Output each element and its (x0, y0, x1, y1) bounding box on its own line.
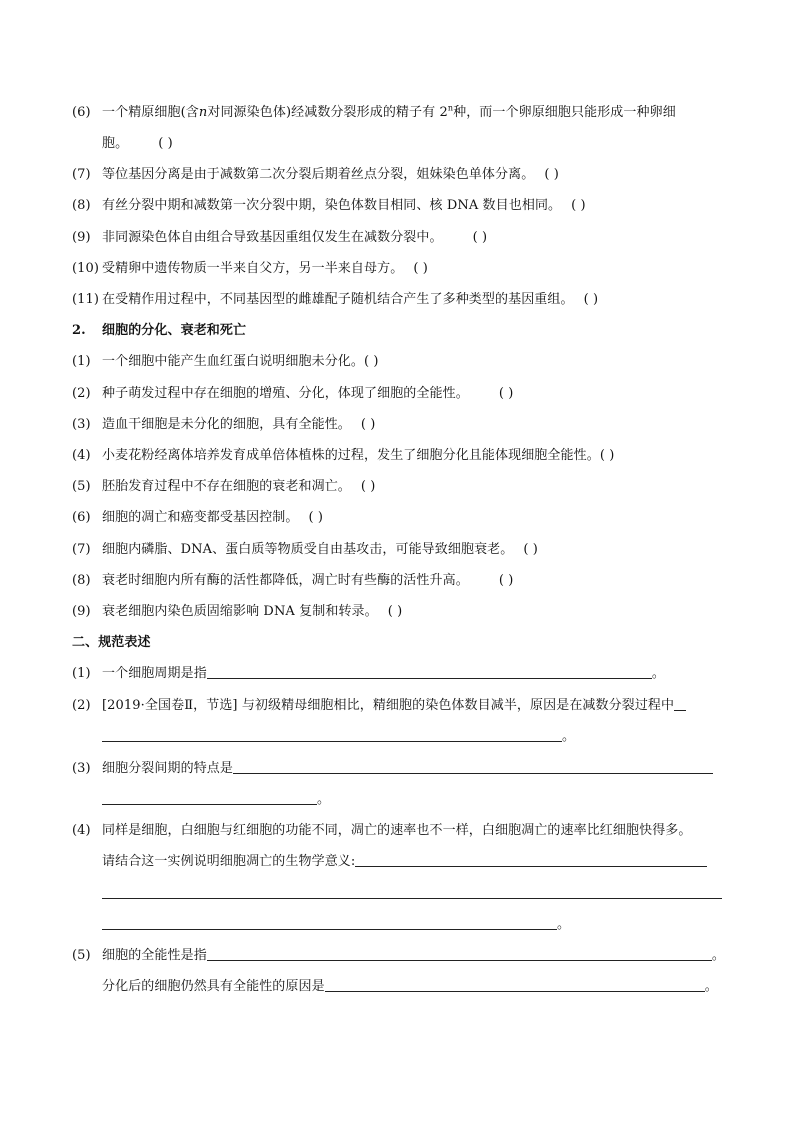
item-text: 细胞的凋亡和癌变都受基因控制。 (102, 510, 299, 525)
item-end: 。 (562, 729, 576, 744)
answer-blank[interactable] (355, 852, 707, 867)
answer-paren[interactable]: ( ) (498, 386, 514, 401)
item-number: (6) (72, 510, 91, 525)
item-end: 。 (317, 792, 331, 807)
answer-paren[interactable]: ( ) (571, 198, 586, 213)
item-end: 。 (557, 917, 571, 932)
judge2-item-3 (72, 415, 734, 435)
judge-item-9 (72, 228, 734, 248)
item-number: (4) (72, 448, 91, 463)
item-text: 一个精原细胞(含 (102, 105, 199, 120)
section-title: 二、规范表述 (72, 635, 151, 650)
answer-paren[interactable]: ( ) (498, 573, 514, 588)
item-text: 种，而一个卵原细胞只能形成一种卵细 (453, 105, 676, 120)
answer-blank[interactable] (102, 727, 562, 742)
judge2-item-5 (72, 477, 734, 497)
item-number: (7) (72, 542, 91, 557)
answer-blank[interactable] (207, 664, 652, 679)
item-text: 请结合这一实例说明细胞凋亡的生物学意义: (102, 854, 356, 869)
item-number: (3) (72, 761, 91, 776)
item-text: 胚胎发育过程中不存在细胞的衰老和凋亡。 (102, 479, 351, 494)
judge-item-8 (72, 196, 734, 216)
answer-blank[interactable] (674, 696, 686, 711)
answer-blank[interactable] (325, 977, 705, 992)
express-item-4-line2 (102, 884, 734, 904)
express-item-4 (72, 821, 734, 841)
answer-paren[interactable]: ( ) (387, 604, 403, 619)
judge-item-6 (72, 103, 734, 123)
express-item-2 (72, 696, 734, 716)
item-number: (6) (72, 105, 91, 120)
item-text: 小麦花粉经离体培养发育成单倍体植株的过程，发生了细胞分化且能体现细胞全能性。 (102, 448, 600, 463)
item-number: (10) (72, 261, 100, 276)
item-text: 一个细胞周期是指 (102, 666, 207, 681)
section-title: 细胞的分化、衰老和死亡 (102, 323, 247, 338)
item-number: (5) (72, 479, 91, 494)
answer-paren[interactable]: ( ) (158, 136, 173, 151)
judge-item-7 (72, 165, 734, 185)
item-number: (2) (72, 698, 91, 713)
item-text: 细胞的全能性是指 (102, 948, 207, 963)
section-heading-standard-expression (72, 633, 734, 653)
answer-paren[interactable]: ( ) (599, 448, 615, 463)
answer-paren[interactable]: ( ) (583, 292, 599, 307)
express-item-4-prompt (102, 852, 734, 872)
item-text: 胞。 (102, 136, 129, 151)
item-text: 非同源染色体自由组合导致基因重组仅发生在减数分裂中。 (102, 230, 443, 245)
answer-blank[interactable] (102, 915, 557, 930)
answer-blank[interactable] (102, 884, 722, 899)
item-number: (4) (72, 823, 91, 838)
judge2-item-2 (72, 384, 734, 404)
item-text: 一个细胞中能产生血红蛋白说明细胞未分化。 (102, 354, 365, 369)
item-number: (3) (72, 417, 91, 432)
item-text: 衰老时细胞内所有酶的活性都降低，凋亡时有些酶的活性升高。 (102, 573, 469, 588)
item-number: (7) (72, 167, 91, 182)
item-text: 细胞内磷脂、DNA、蛋白质等物质受自由基攻击，可能导致细胞衰老。 (102, 542, 514, 557)
answer-paren[interactable]: ( ) (413, 261, 428, 276)
item-text: 细胞分裂间期的特点是 (102, 761, 234, 776)
item-number: (9) (72, 604, 91, 619)
item-text: 造血干细胞是未分化的细胞，具有全能性。 (102, 417, 351, 432)
item-end: 。 (711, 948, 725, 963)
judge-item-10 (72, 259, 734, 279)
answer-paren[interactable]: ( ) (364, 354, 379, 369)
item-text: 分化后的细胞仍然具有全能性的原因是 (102, 979, 325, 994)
variable-n: n (198, 105, 208, 120)
judge2-item-1 (72, 352, 734, 372)
judge2-item-9 (72, 602, 734, 622)
express-item-5-second (102, 977, 734, 997)
item-number: (1) (72, 354, 91, 369)
answer-paren[interactable]: ( ) (360, 417, 376, 432)
item-text: 同样是细胞，白细胞与红细胞的功能不同，凋亡的速率也不一样，白细胞凋亡的速率比红细胞快得多。 (102, 823, 692, 838)
express-item-5 (72, 946, 734, 966)
section-heading-cell-differentiation (72, 321, 734, 341)
judge-item-11 (72, 290, 734, 310)
express-item-4-line3 (102, 915, 734, 935)
item-text: 种子萌发过程中存在细胞的增殖、分化，体现了细胞的全能性。 (102, 386, 469, 401)
item-text: 衰老细胞内染色质固缩影响 DNA 复制和转录。 (102, 604, 378, 619)
section-number: 2. (72, 323, 86, 338)
item-text: 在受精作用过程中，不同基因型的雌雄配子随机结合产生了多种类型的基因重组。 (102, 292, 574, 307)
answer-paren[interactable]: ( ) (472, 230, 488, 245)
item-number: (8) (72, 198, 91, 213)
answer-paren[interactable]: ( ) (360, 479, 376, 494)
express-item-3 (72, 759, 734, 779)
item-text: 对同源染色体)经减数分裂形成的精子有 2 (207, 105, 448, 120)
answer-paren[interactable]: ( ) (523, 542, 538, 557)
answer-blank[interactable] (102, 790, 317, 805)
item-number: (2) (72, 386, 91, 401)
item-text: 等位基因分离是由于减数第二次分裂后期着丝点分裂，姐妹染色单体分离。 (102, 167, 535, 182)
answer-paren[interactable]: ( ) (308, 510, 324, 525)
item-number: (5) (72, 948, 91, 963)
item-number: (11) (72, 292, 100, 307)
judge-item-6-cont (102, 134, 734, 154)
express-item-1 (72, 664, 734, 684)
item-text: 受精卵中遗传物质一半来自父方，另一半来自母方。 (102, 261, 404, 276)
judge2-item-8 (72, 571, 734, 591)
answer-paren[interactable]: ( ) (544, 167, 559, 182)
item-number: (8) (72, 573, 91, 588)
item-number: (9) (72, 230, 91, 245)
express-item-3-cont (102, 790, 734, 810)
superscript-n: n (447, 103, 454, 113)
item-end: 。 (704, 979, 718, 994)
item-text: 有丝分裂中期和减数第一次分裂中期，染色体数目相同、核 DNA 数目也相同。 (102, 198, 562, 213)
item-end: 。 (651, 666, 665, 681)
item-number: (1) (72, 666, 91, 681)
judge2-item-4 (72, 446, 734, 466)
item-text: [2019·全国卷Ⅱ，节选] 与初级精母细胞相比，精细胞的染色体数目减半，原因是在减数分裂过程中 (102, 698, 675, 713)
judge2-item-6 (72, 508, 734, 528)
express-item-2-cont (102, 727, 734, 747)
answer-blank[interactable] (233, 759, 713, 774)
judge2-item-7 (72, 540, 734, 560)
answer-blank[interactable] (207, 946, 712, 961)
